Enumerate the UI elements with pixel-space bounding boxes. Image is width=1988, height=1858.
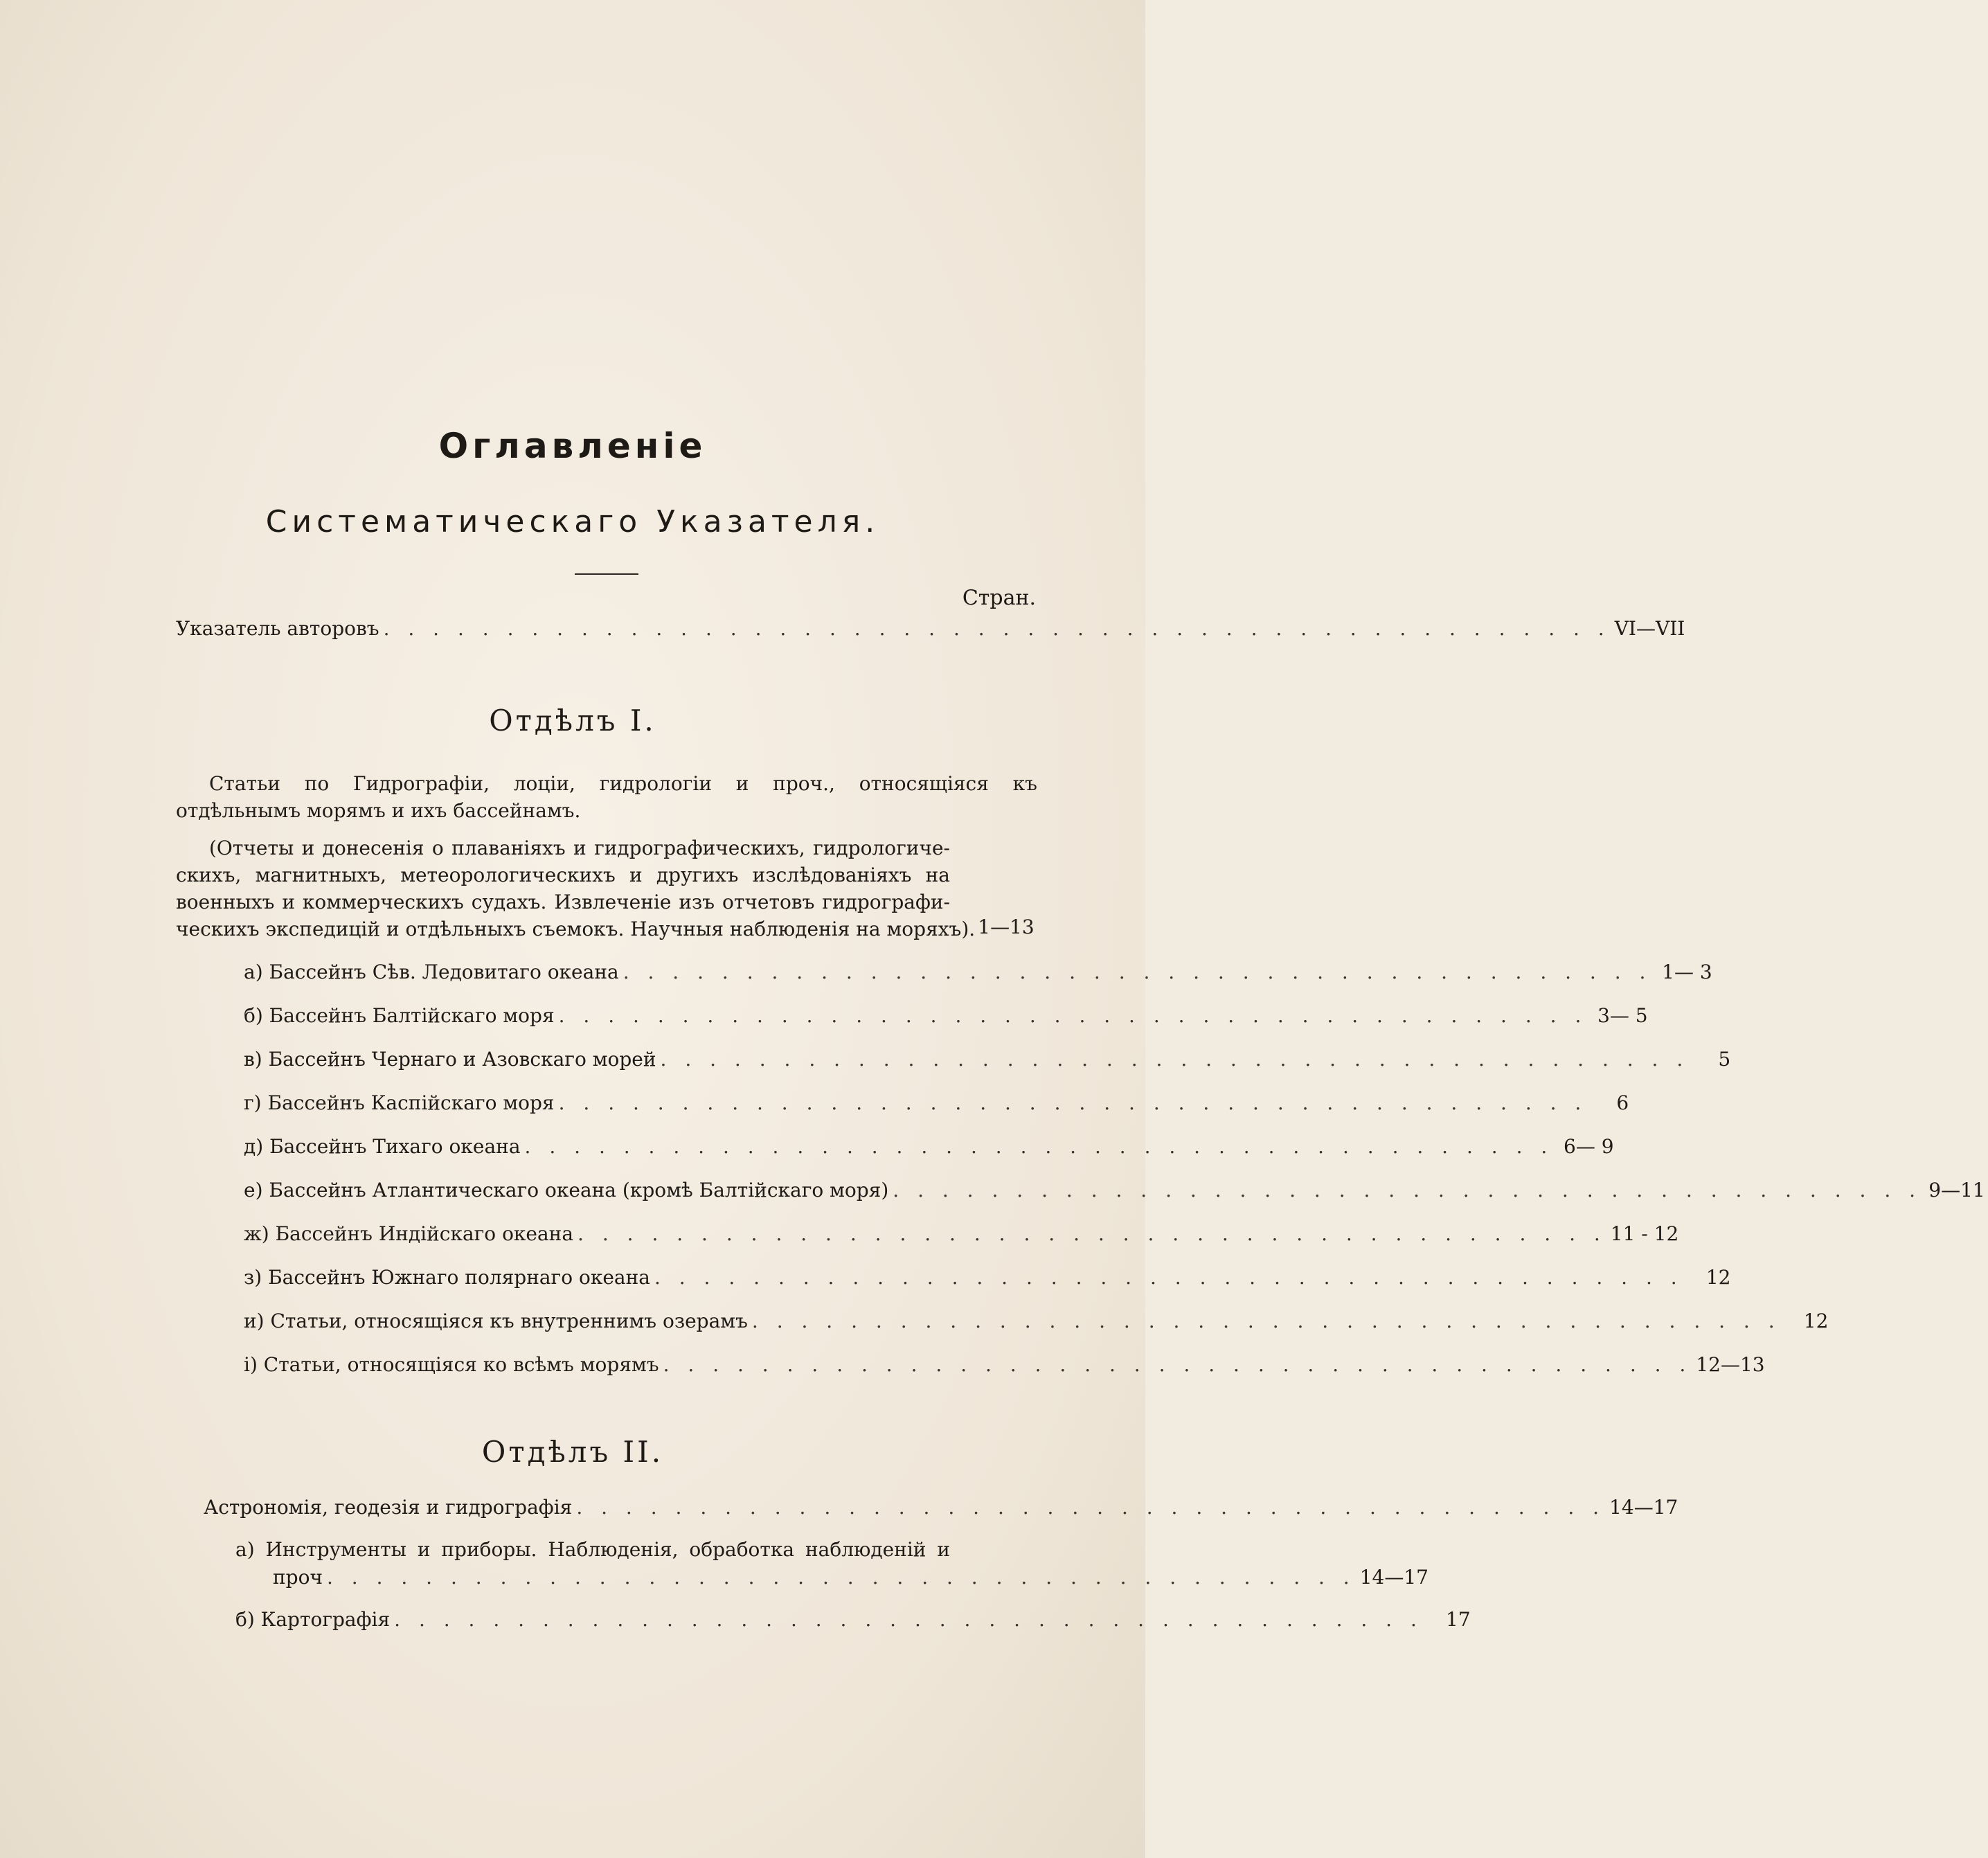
toc-entry[interactable]: [244, 961, 1712, 988]
leader-dots: . . . . . . . . . . . . . . . . . . . . . . . . . . . . . . . . . . . . . . . . . .: [558, 1091, 1588, 1114]
section-heading-2: Отдѣлъ II.: [481, 1435, 664, 1469]
intro-line: отдѣльнымъ морямъ и ихъ бассейнамъ.: [176, 799, 581, 822]
toc-entry-label: проч: [273, 1566, 323, 1589]
toc-entry-pages: 12—13: [1696, 1353, 1765, 1376]
page-subtitle: Систематическаго Указателя.: [265, 504, 880, 539]
leader-dots: . . . . . . . . . . . . . . . . . . . . . . . . . . . . . . . . . . . . . . . . . .: [558, 1004, 1588, 1027]
note-line: скихъ, магнитныхъ, метеорологическихъ и другихъ изслѣдованіяхъ на: [176, 864, 950, 886]
toc-entry-label: е) Бассейнъ Атлантическаго океана (кромѣ Балтійскаго моря): [244, 1179, 889, 1202]
section1-note-pages: 1—13: [978, 915, 1035, 938]
toc-entry-pages: 12: [1803, 1310, 1829, 1332]
pages-column-header: Стран.: [962, 586, 1036, 610]
toc-entry[interactable]: [235, 1608, 1471, 1636]
toc-entry-label: в) Бассейнъ Чернаго и Азовскаго морей: [244, 1048, 656, 1071]
toc-entry-pages: 1— 3: [1662, 961, 1712, 983]
intro-line: Статьи по Гидрографіи, лоціи, гидрологіи и проч., относящіяся къ: [209, 772, 1037, 795]
toc-entry-label: Астрономія, геодезія и гидрографія: [204, 1496, 573, 1519]
page-title: Оглавленіе: [438, 426, 707, 466]
leader-dots: . . . . . . . . . . . . . . . . . . . . . . . . . . . . . . . . . . . . . . . . . .: [577, 1222, 1606, 1245]
section-heading-1: Отдѣлъ I.: [489, 704, 656, 738]
toc-entry-pages: 14—17: [1359, 1566, 1429, 1589]
leader-dots: . . . . . . . . . . . . . . . . . . . . . . . . . . . . . . . . . . . . . . . . . .: [751, 1310, 1781, 1332]
note-line: военныхъ и коммерческихъ судахъ. Извлеченіе изъ отчетовъ гидрографи-: [176, 891, 950, 913]
toc-entry-pages: VI—VII: [1614, 617, 1685, 640]
toc-entry-pages: 5: [1718, 1048, 1731, 1071]
toc-entry-pages: 11 - 12: [1610, 1222, 1679, 1245]
toc-entry[interactable]: [244, 1004, 1648, 1032]
toc-entry-label: и) Статьи, относящіяся къ внутреннимъ озерамъ: [244, 1310, 748, 1332]
toc-entry-pages: 3— 5: [1597, 1004, 1648, 1027]
leader-dots: . . . . . . . . . . . . . . . . . . . . . . . . . . . . . . . . . . . . . . . . . .: [326, 1566, 1356, 1589]
toc-entry-label: і) Статьи, относящіяся ко всѣмъ морямъ: [244, 1353, 659, 1376]
toc-entry-authors[interactable]: [176, 617, 1685, 645]
toc-entry[interactable]: [244, 1135, 1614, 1163]
toc-entry-label: д) Бассейнъ Тихаго океана: [244, 1135, 521, 1158]
section1-intro: [176, 770, 1037, 824]
toc-entry[interactable]: [244, 1048, 1731, 1075]
toc-entry-pages: 14—17: [1609, 1496, 1678, 1519]
toc-entry[interactable]: [244, 1179, 1985, 1206]
toc-entry[interactable]: [244, 1353, 1765, 1381]
toc-entry-multiline[interactable]: [235, 1536, 950, 1563]
toc-entry-label: з) Бассейнъ Южнаго полярнаго океана: [244, 1266, 650, 1289]
leader-dots: . . . . . . . . . . . . . . . . . . . . . . . . . . . . . . . . . . . . . . . . . .: [524, 1135, 1554, 1158]
toc-entry-label: а) Бассейнъ Сѣв. Ледовитаго океана: [244, 961, 619, 983]
toc-entry-label: г) Бассейнъ Каспійскаго моря: [244, 1091, 555, 1114]
toc-entry[interactable]: [244, 1310, 1829, 1337]
toc-entry-label: Указатель авторовъ: [176, 617, 379, 640]
toc-entry[interactable]: [244, 1266, 1731, 1294]
note-line: (Отчеты и донесенія о плаваніяхъ и гидрографическихъ, гидрологиче-: [209, 837, 950, 859]
leader-dots: . . . . . . . . . . . . . . . . . . . . . . . . . . . . . . . . . . . . . . . . . .: [893, 1179, 1922, 1202]
toc-entry[interactable]: [244, 1091, 1629, 1119]
leader-dots: . . . . . . . . . . . . . . . . . . . . . . . . . . . . . . . . . . . . . . . . . .: [576, 1496, 1606, 1519]
toc-entry[interactable]: [204, 1496, 1678, 1524]
toc-entry-label: б) Картографія: [235, 1608, 391, 1631]
leader-dots: . . . . . . . . . . . . . . . . . . . . . . . . . . . . . . . . . . . . . . . . . .: [660, 1048, 1690, 1071]
section1-note: [176, 834, 976, 943]
note-line: ческихъ экспедицій и отдѣльныхъ съемокъ. Научныя наблюденія на моряхъ).: [176, 918, 976, 940]
toc-entry-continuation[interactable]: [273, 1566, 1429, 1593]
toc-entry-label: а) Инструменты и приборы. Наблюденія, обработка наблюденій и: [235, 1538, 950, 1561]
title-divider: [575, 573, 638, 575]
leader-dots: . . . . . . . . . . . . . . . . . . . . . . . . . . . . . . . . . . . . . . . . . .: [654, 1266, 1683, 1289]
toc-entry-pages: 9—11: [1928, 1179, 1985, 1202]
toc-entry-pages: 6— 9: [1564, 1135, 1614, 1158]
toc-entry-pages: 6: [1616, 1091, 1629, 1114]
leader-dots: . . . . . . . . . . . . . . . . . . . . . . . . . . . . . . . . . . . . . . . . . . . . . . . . . .: [383, 617, 1611, 640]
leader-dots: . . . . . . . . . . . . . . . . . . . . . . . . . . . . . . . . . . . . . . . . . .: [394, 1608, 1423, 1631]
leader-dots: . . . . . . . . . . . . . . . . . . . . . . . . . . . . . . . . . . . . . . . . . .: [623, 961, 1652, 983]
toc-entry-pages: 12: [1705, 1266, 1731, 1289]
toc-entry[interactable]: [244, 1222, 1679, 1250]
toc-entry-label: б) Бассейнъ Балтійскаго моря: [244, 1004, 555, 1027]
toc-entry-label: ж) Бассейнъ Индійскаго океана: [244, 1222, 574, 1245]
leader-dots: . . . . . . . . . . . . . . . . . . . . . . . . . . . . . . . . . . . . . . . . . .: [663, 1353, 1692, 1376]
toc-entry-pages: 17: [1446, 1608, 1471, 1631]
